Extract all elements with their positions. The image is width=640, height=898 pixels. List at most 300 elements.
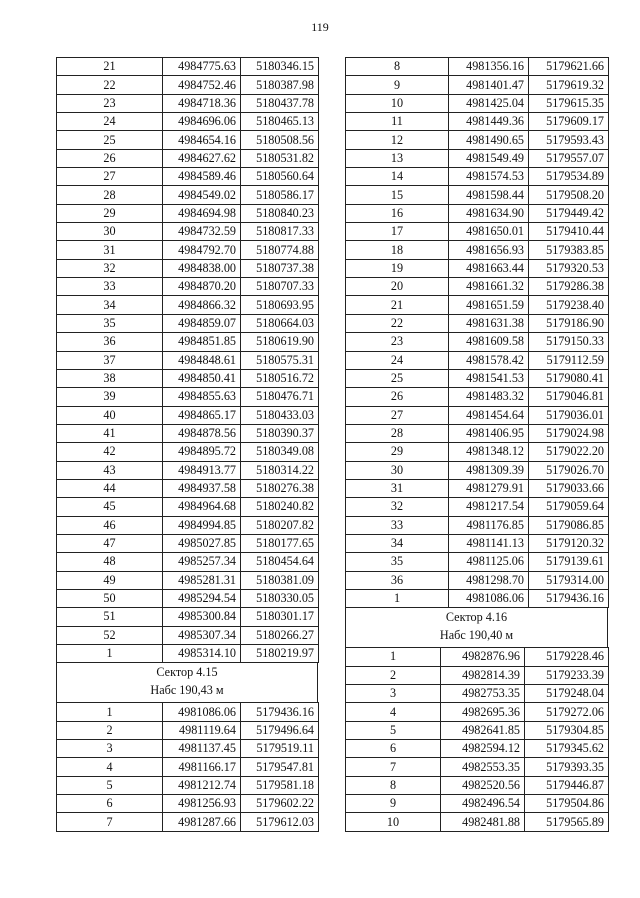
y-coordinate: 5179383.85 (529, 241, 609, 259)
table-row (57, 721, 319, 739)
table-row (57, 645, 319, 663)
right-coordinate-column (345, 57, 608, 832)
point-number: 21 (57, 58, 163, 76)
y-coordinate: 5179496.64 (241, 721, 319, 739)
x-coordinate: 4984964.68 (163, 498, 241, 516)
x-coordinate: 4981287.66 (163, 813, 241, 831)
table-row (57, 758, 319, 776)
table-row (346, 204, 609, 222)
x-coordinate: 4985281.31 (163, 571, 241, 589)
x-coordinate: 4984870.20 (163, 278, 241, 296)
point-number: 7 (346, 758, 441, 776)
x-coordinate: 4984696.06 (163, 113, 241, 131)
table-row (57, 388, 319, 406)
sector-coordinate-table (56, 702, 319, 831)
table-row (346, 795, 609, 813)
y-coordinate: 5179150.33 (529, 333, 609, 351)
table-row (346, 424, 609, 442)
x-coordinate: 4981125.06 (449, 553, 529, 571)
y-coordinate: 5179314.00 (529, 571, 609, 589)
table-row (57, 131, 319, 149)
y-coordinate: 5179393.35 (525, 758, 609, 776)
table-row (57, 443, 319, 461)
table-row (346, 278, 609, 296)
y-coordinate: 5179228.46 (525, 648, 609, 666)
point-number: 39 (57, 388, 163, 406)
table-row (57, 204, 319, 222)
point-number: 30 (346, 461, 449, 479)
x-coordinate: 4982553.35 (441, 758, 525, 776)
x-coordinate: 4981609.58 (449, 333, 529, 351)
x-coordinate: 4981661.32 (449, 278, 529, 296)
x-coordinate: 4984589.46 (163, 168, 241, 186)
sector-coordinate-table (345, 647, 609, 831)
x-coordinate: 4982594.12 (441, 740, 525, 758)
left-coordinate-column (56, 57, 318, 832)
point-number: 13 (346, 149, 449, 167)
table-row (346, 406, 609, 424)
x-coordinate: 4981212.74 (163, 776, 241, 794)
point-number: 26 (57, 149, 163, 167)
y-coordinate: 5179024.98 (529, 424, 609, 442)
y-coordinate: 5180177.65 (241, 534, 319, 552)
y-coordinate: 5179436.16 (529, 589, 609, 607)
x-coordinate: 4985300.84 (163, 608, 241, 626)
y-coordinate: 5179565.89 (525, 813, 609, 831)
table-row (57, 113, 319, 131)
x-coordinate: 4981309.39 (449, 461, 529, 479)
y-coordinate: 5179504.86 (525, 795, 609, 813)
y-coordinate: 5179080.41 (529, 369, 609, 387)
table-row (346, 498, 609, 516)
point-number: 34 (57, 296, 163, 314)
point-number: 15 (346, 186, 449, 204)
x-coordinate: 4984850.41 (163, 369, 241, 387)
y-coordinate: 5180330.05 (241, 589, 319, 607)
x-coordinate: 4981483.32 (449, 388, 529, 406)
point-number: 19 (346, 259, 449, 277)
point-number: 36 (346, 571, 449, 589)
y-coordinate: 5180314.22 (241, 461, 319, 479)
y-coordinate: 5179581.18 (241, 776, 319, 794)
point-number: 49 (57, 571, 163, 589)
table-row (57, 571, 319, 589)
sector-header (56, 663, 318, 702)
y-coordinate: 5180207.82 (241, 516, 319, 534)
y-coordinate: 5180219.97 (241, 645, 319, 663)
y-coordinate: 5179612.03 (241, 813, 319, 831)
y-coordinate: 5179508.20 (529, 186, 609, 204)
point-number: 24 (57, 113, 163, 131)
point-number: 2 (57, 721, 163, 739)
y-coordinate: 5180707.33 (241, 278, 319, 296)
point-number: 45 (57, 498, 163, 516)
point-number: 4 (57, 758, 163, 776)
point-number: 3 (57, 740, 163, 758)
y-coordinate: 5179238.40 (529, 296, 609, 314)
x-coordinate: 4981634.90 (449, 204, 529, 222)
x-coordinate: 4982520.56 (441, 776, 525, 794)
x-coordinate: 4984855.63 (163, 388, 241, 406)
x-coordinate: 4984865.17 (163, 406, 241, 424)
y-coordinate: 5179345.62 (525, 740, 609, 758)
y-coordinate: 5179233.39 (525, 666, 609, 684)
y-coordinate: 5179436.16 (241, 703, 319, 721)
x-coordinate: 4981137.45 (163, 740, 241, 758)
table-row (346, 703, 609, 721)
table-row (346, 388, 609, 406)
x-coordinate: 4981298.70 (449, 571, 529, 589)
table-row (57, 498, 319, 516)
x-coordinate: 4982496.54 (441, 795, 525, 813)
y-coordinate: 5179557.07 (529, 149, 609, 167)
point-number: 25 (346, 369, 449, 387)
y-coordinate: 5179602.22 (241, 795, 319, 813)
x-coordinate: 4984752.46 (163, 76, 241, 94)
point-number: 29 (346, 443, 449, 461)
table-row (346, 758, 609, 776)
point-number: 10 (346, 94, 449, 112)
table-row (346, 351, 609, 369)
x-coordinate: 4985257.34 (163, 553, 241, 571)
x-coordinate: 4984851.85 (163, 333, 241, 351)
point-number: 12 (346, 131, 449, 149)
point-number: 38 (57, 369, 163, 387)
x-coordinate: 4984732.59 (163, 223, 241, 241)
point-number: 17 (346, 223, 449, 241)
table-row (57, 795, 319, 813)
y-coordinate: 5180586.17 (241, 186, 319, 204)
x-coordinate: 4984549.02 (163, 186, 241, 204)
table-row (57, 608, 319, 626)
x-coordinate: 4984718.36 (163, 94, 241, 112)
table-row (57, 278, 319, 296)
point-number: 31 (346, 479, 449, 497)
coordinate-table (345, 57, 609, 608)
y-coordinate: 5180465.13 (241, 113, 319, 131)
table-row (57, 516, 319, 534)
table-row (346, 685, 609, 703)
x-coordinate: 4981651.59 (449, 296, 529, 314)
table-row (346, 223, 609, 241)
table-row (57, 703, 319, 721)
x-coordinate: 4984895.72 (163, 443, 241, 461)
x-coordinate: 4981490.65 (449, 131, 529, 149)
x-coordinate: 4981176.85 (449, 516, 529, 534)
point-number: 23 (346, 333, 449, 351)
x-coordinate: 4981406.95 (449, 424, 529, 442)
table-row (57, 314, 319, 332)
table-row (57, 259, 319, 277)
x-coordinate: 4984694.98 (163, 204, 241, 222)
y-coordinate: 5179615.35 (529, 94, 609, 112)
x-coordinate: 4984792.70 (163, 241, 241, 259)
point-number: 2 (346, 666, 441, 684)
table-row (346, 571, 609, 589)
point-number: 1 (57, 703, 163, 721)
y-coordinate: 5180381.09 (241, 571, 319, 589)
y-coordinate: 5179449.42 (529, 204, 609, 222)
y-coordinate: 5180516.72 (241, 369, 319, 387)
table-row (57, 424, 319, 442)
y-coordinate: 5179320.53 (529, 259, 609, 277)
point-number: 46 (57, 516, 163, 534)
point-number: 51 (57, 608, 163, 626)
point-number: 41 (57, 424, 163, 442)
page-number: 119 (311, 20, 329, 34)
x-coordinate: 4985294.54 (163, 589, 241, 607)
y-coordinate: 5180619.90 (241, 333, 319, 351)
x-coordinate: 4981425.04 (449, 94, 529, 112)
coordinate-table (56, 57, 319, 663)
y-coordinate: 5179120.32 (529, 534, 609, 552)
table-row (346, 94, 609, 112)
point-number: 1 (57, 645, 163, 663)
table-row (346, 721, 609, 739)
table-row (346, 333, 609, 351)
x-coordinate: 4981663.44 (449, 259, 529, 277)
x-coordinate: 4981348.12 (449, 443, 529, 461)
y-coordinate: 5179621.66 (529, 58, 609, 76)
y-coordinate: 5179086.85 (529, 516, 609, 534)
table-row (346, 553, 609, 571)
table-row (346, 149, 609, 167)
point-number: 47 (57, 534, 163, 552)
y-coordinate: 5180266.27 (241, 626, 319, 644)
x-coordinate: 4982814.39 (441, 666, 525, 684)
table-row (346, 589, 609, 607)
y-coordinate: 5179304.85 (525, 721, 609, 739)
y-coordinate: 5180693.95 (241, 296, 319, 314)
y-coordinate: 5179046.81 (529, 388, 609, 406)
x-coordinate: 4981656.93 (449, 241, 529, 259)
y-coordinate: 5179286.38 (529, 278, 609, 296)
point-number: 5 (57, 776, 163, 794)
x-coordinate: 4981650.01 (449, 223, 529, 241)
y-coordinate: 5179446.87 (525, 776, 609, 794)
y-coordinate: 5180433.03 (241, 406, 319, 424)
point-number: 35 (57, 314, 163, 332)
point-number: 20 (346, 278, 449, 296)
table-row (57, 406, 319, 424)
point-number: 11 (346, 113, 449, 131)
point-number: 8 (346, 58, 449, 76)
table-row (57, 479, 319, 497)
table-row (346, 168, 609, 186)
x-coordinate: 4981454.64 (449, 406, 529, 424)
point-number: 42 (57, 443, 163, 461)
x-coordinate: 4981279.91 (449, 479, 529, 497)
point-number: 22 (346, 314, 449, 332)
x-coordinate: 4981356.16 (449, 58, 529, 76)
y-coordinate: 5180387.98 (241, 76, 319, 94)
table-row (346, 76, 609, 94)
table-row (57, 534, 319, 552)
point-number: 30 (57, 223, 163, 241)
point-number: 26 (346, 388, 449, 406)
table-row (57, 186, 319, 204)
x-coordinate: 4984859.07 (163, 314, 241, 332)
point-number: 52 (57, 626, 163, 644)
table-row (57, 58, 319, 76)
table-row (346, 241, 609, 259)
y-coordinate: 5180664.03 (241, 314, 319, 332)
point-number: 7 (57, 813, 163, 831)
y-coordinate: 5179026.70 (529, 461, 609, 479)
x-coordinate: 4984937.58 (163, 479, 241, 497)
x-coordinate: 4982481.88 (441, 813, 525, 831)
y-coordinate: 5180390.37 (241, 424, 319, 442)
table-row (346, 534, 609, 552)
point-number: 16 (346, 204, 449, 222)
table-row (346, 461, 609, 479)
table-row (57, 740, 319, 758)
point-number: 32 (57, 259, 163, 277)
y-coordinate: 5179059.64 (529, 498, 609, 516)
x-coordinate: 4981631.38 (449, 314, 529, 332)
table-row (346, 113, 609, 131)
point-number: 36 (57, 333, 163, 351)
y-coordinate: 5180349.08 (241, 443, 319, 461)
point-number: 5 (346, 721, 441, 739)
y-coordinate: 5180817.33 (241, 223, 319, 241)
point-number: 6 (346, 740, 441, 758)
y-coordinate: 5179619.32 (529, 76, 609, 94)
table-row (57, 149, 319, 167)
y-coordinate: 5180346.15 (241, 58, 319, 76)
point-number: 24 (346, 351, 449, 369)
table-row (346, 740, 609, 758)
point-number: 33 (346, 516, 449, 534)
table-row (57, 589, 319, 607)
sector-title: Сектор 4.16 (445, 610, 508, 625)
x-coordinate: 4984654.16 (163, 131, 241, 149)
point-number: 37 (57, 351, 163, 369)
table-row (57, 296, 319, 314)
point-number: 31 (57, 241, 163, 259)
x-coordinate: 4981119.64 (163, 721, 241, 739)
y-coordinate: 5180508.56 (241, 131, 319, 149)
table-row (57, 351, 319, 369)
point-number: 21 (346, 296, 449, 314)
x-coordinate: 4984848.61 (163, 351, 241, 369)
x-coordinate: 4985307.34 (163, 626, 241, 644)
point-number: 10 (346, 813, 441, 831)
point-number: 27 (346, 406, 449, 424)
point-number: 34 (346, 534, 449, 552)
x-coordinate: 4982753.35 (441, 685, 525, 703)
x-coordinate: 4981141.13 (449, 534, 529, 552)
table-row (57, 626, 319, 644)
y-coordinate: 5180575.31 (241, 351, 319, 369)
point-number: 18 (346, 241, 449, 259)
x-coordinate: 4981086.06 (449, 589, 529, 607)
table-row (346, 314, 609, 332)
y-coordinate: 5179534.89 (529, 168, 609, 186)
point-number: 48 (57, 553, 163, 571)
x-coordinate: 4982876.96 (441, 648, 525, 666)
point-number: 25 (57, 131, 163, 149)
y-coordinate: 5180240.82 (241, 498, 319, 516)
point-number: 28 (57, 186, 163, 204)
point-number: 28 (346, 424, 449, 442)
table-row (346, 296, 609, 314)
x-coordinate: 4981449.36 (449, 113, 529, 131)
sector-header (345, 608, 608, 647)
point-number: 1 (346, 589, 449, 607)
x-coordinate: 4981086.06 (163, 703, 241, 721)
y-coordinate: 5180840.23 (241, 204, 319, 222)
y-coordinate: 5179186.90 (529, 314, 609, 332)
x-coordinate: 4981166.17 (163, 758, 241, 776)
table-row (57, 333, 319, 351)
table-row (57, 776, 319, 794)
point-number: 27 (57, 168, 163, 186)
point-number: 32 (346, 498, 449, 516)
x-coordinate: 4981598.44 (449, 186, 529, 204)
point-number: 22 (57, 76, 163, 94)
sector-subtitle: Набс 190,40 м (439, 628, 514, 643)
y-coordinate: 5180560.64 (241, 168, 319, 186)
point-number: 29 (57, 204, 163, 222)
table-row (57, 813, 319, 831)
table-row (346, 666, 609, 684)
table-row (57, 223, 319, 241)
table-row (57, 461, 319, 479)
table-row (346, 58, 609, 76)
y-coordinate: 5179112.59 (529, 351, 609, 369)
y-coordinate: 5180454.64 (241, 553, 319, 571)
x-coordinate: 4984627.62 (163, 149, 241, 167)
x-coordinate: 4981574.53 (449, 168, 529, 186)
y-coordinate: 5179609.17 (529, 113, 609, 131)
table-row (57, 94, 319, 112)
table-row (346, 186, 609, 204)
point-number: 9 (346, 76, 449, 94)
y-coordinate: 5180737.38 (241, 259, 319, 277)
table-row (57, 553, 319, 571)
y-coordinate: 5180476.71 (241, 388, 319, 406)
y-coordinate: 5179139.61 (529, 553, 609, 571)
table-row (346, 516, 609, 534)
y-coordinate: 5180301.17 (241, 608, 319, 626)
table-row (346, 479, 609, 497)
point-number: 6 (57, 795, 163, 813)
x-coordinate: 4981549.49 (449, 149, 529, 167)
sector-title: Сектор 4.15 (156, 665, 218, 680)
y-coordinate: 5179022.20 (529, 443, 609, 461)
point-number: 3 (346, 685, 441, 703)
x-coordinate: 4984775.63 (163, 58, 241, 76)
table-row (346, 369, 609, 387)
x-coordinate: 4984838.00 (163, 259, 241, 277)
y-coordinate: 5179410.44 (529, 223, 609, 241)
x-coordinate: 4985314.10 (163, 645, 241, 663)
point-number: 43 (57, 461, 163, 479)
y-coordinate: 5179593.43 (529, 131, 609, 149)
x-coordinate: 4981256.93 (163, 795, 241, 813)
table-row (57, 168, 319, 186)
point-number: 14 (346, 168, 449, 186)
point-number: 33 (57, 278, 163, 296)
table-row (346, 131, 609, 149)
y-coordinate: 5180276.38 (241, 479, 319, 497)
point-number: 40 (57, 406, 163, 424)
table-row (346, 648, 609, 666)
point-number: 35 (346, 553, 449, 571)
sector-subtitle: Набс 190,43 м (150, 683, 224, 698)
x-coordinate: 4984994.85 (163, 516, 241, 534)
